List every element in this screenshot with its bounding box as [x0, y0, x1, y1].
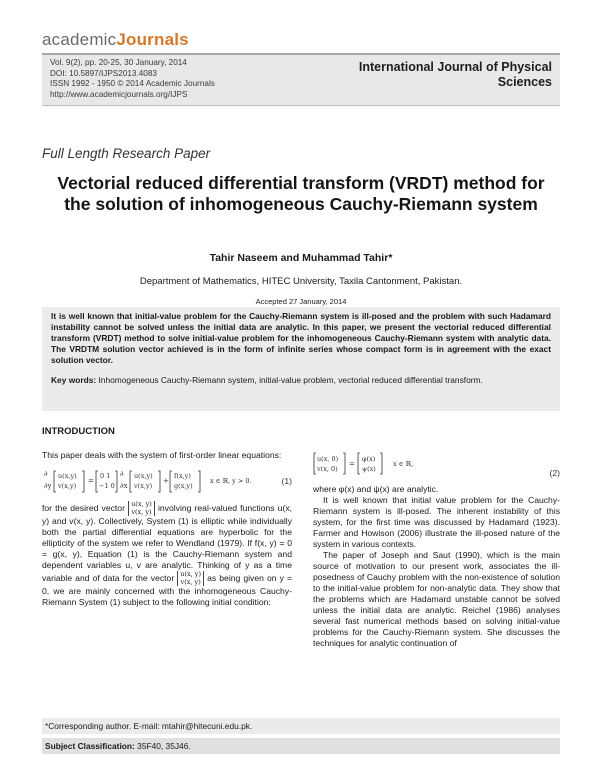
equation-1-graphic	[42, 466, 252, 496]
svg-text:u(x, 0): u(x, 0)	[317, 455, 339, 463]
vector-uv-1: u(x, y) v(x, y)	[128, 501, 155, 516]
svg-text:0 1: 0 1	[100, 472, 111, 480]
paper-authors: Tahir Naseem and Muhammad Tahir*	[209, 252, 393, 264]
intro-paragraph-2a: for the desired vector	[42, 502, 125, 513]
journal-name: International Journal of Physical Sciences	[358, 60, 552, 89]
corresponding-author-box	[42, 718, 560, 734]
svg-text:=: =	[349, 460, 355, 468]
intro-paragraph-1: This paper deals with the system of first-order linear equations:	[42, 450, 282, 460]
keywords-text: Inhomogeneous Cauchy-Riemann system, initial-value problem, vectorial reduced differential transform.	[98, 375, 483, 385]
svg-text:+: +	[163, 477, 169, 485]
equation-2-number: (2)	[549, 468, 560, 478]
svg-text:x ∈ ℝ,: x ∈ ℝ,	[393, 460, 414, 468]
svg-text:g(x,y): g(x,y)	[174, 482, 193, 490]
svg-text:∂y: ∂y	[44, 482, 52, 490]
paper-title: Vectorial reduced differential transform (VRDT) method for the solution of inhomogeneous Cauchy-Riemann system	[57, 173, 545, 214]
svg-text:u(x,y): u(x,y)	[58, 472, 77, 480]
svg-text:v(x, 0): v(x, 0)	[317, 465, 338, 473]
logo-journals: Journals	[116, 30, 189, 49]
volume-line: Vol. 9(2), pp. 20-25, 30 January, 2014	[50, 58, 187, 67]
intro-paragraph-2b: involving real-valued functions u(x, y) and v(x, y). Collectively, System (1) is elliptic while individually both the partial differential equations are hyperbolic for the ellipticity of the system we refer to Wendland (1979). If f(x, y) = 0 = g(x, y), Equation (1) is the Cauchy-Riemann system and dependent variables u, v are analytic. Thinking of y as a time variable and of data for the vector	[42, 502, 293, 583]
subject-classification	[45, 741, 191, 751]
journal-url-link[interactable]: http://www.academicjournals.org/IJPS	[50, 89, 188, 99]
svg-text:∂: ∂	[120, 470, 124, 478]
svg-text:u(x,y): u(x,y)	[134, 472, 153, 480]
keywords	[51, 375, 551, 386]
svg-text:v(x,y): v(x,y)	[134, 482, 153, 490]
svg-text:x ∈ ℝ, y > 0.: x ∈ ℝ, y > 0.	[210, 477, 252, 485]
vector-uv-2: u(x, y) v(x, y)	[177, 571, 204, 586]
journal-header-box	[42, 53, 560, 106]
left-column	[42, 450, 292, 608]
accepted-date: Accepted 27 January, 2014	[255, 297, 347, 306]
subject-codes: 35F40, 35J46.	[137, 741, 191, 751]
logo-academic: academic	[42, 30, 117, 49]
paper-category: Full Length Research Paper	[42, 146, 211, 161]
right-paragraph-2: It is well known that initial value problem for the Cauchy-Riemann system is ill-posed. The inherent instability of this system, for the first time was discussed by Hadamard (1923). Farmer and Howison (2006) illustrate the ill-posed nature of the system in various contexts.	[313, 495, 560, 549]
right-paragraph-1: where φ(x) and ψ(x) are analytic.	[313, 484, 439, 494]
equation-1	[42, 466, 292, 496]
doi-line: DOI: 10.5897/IJPS2013.4083	[50, 68, 157, 78]
right-paragraph-3: The paper of Joseph and Saut (1990), which is the main source of motivation to our present work, associates the ill-posedness of Cauchy problem with the non-existence of solution to the initial-value problem for non-analytic data. They show that the problems which are Hadamard unstable cannot be solved unless the initial data are analytic. Reichel (1986) analyses several fast numerical methods based on solving initial-value problems for the Cauchy-Riemann system. She discusses the techniques for analytic continuation of	[313, 550, 560, 648]
issn-line: ISSN 1992 - 1950 © 2014 Academic Journals	[50, 79, 215, 88]
abstract-text: It is well known that initial-value problem for the Cauchy-Riemann system is ill-posed and the problem with such Hadamard instability cannot be solved unless the initial data are analytic. In this paper, we present the vectorial reduced differential transform (VRDT) method to solve initial-value problem for the inhomogeneous Cauchy-Riemann system with analytic data. The VRDTM solution vector achieved is in the form of infinite series whose compact form is in agreement with the exact solution vector.	[51, 311, 551, 365]
keywords-label: Key words:	[51, 375, 97, 385]
intro-paragraph-2c: as being given on y = 0, we are mainly concerned with the inhomogeneous Cauchy-Riemann System (1) subject to the following initial condition:	[42, 572, 293, 607]
equation-1-number: (1)	[281, 476, 292, 486]
abstract-box	[42, 307, 560, 411]
subject-label: Subject Classification:	[45, 741, 135, 751]
journal-logo	[42, 30, 189, 50]
svg-text:φ(x): φ(x)	[362, 455, 376, 463]
intro-paragraph-2	[42, 501, 292, 608]
svg-text:ψ(x): ψ(x)	[362, 465, 376, 473]
equation-2-graphic	[313, 450, 513, 478]
svg-text:∂: ∂	[44, 470, 48, 478]
svg-text:−1 0: −1 0	[99, 482, 115, 490]
author-affiliation: Department of Mathematics, HITEC University, Taxila Cantonment, Pakistan.	[139, 276, 463, 287]
svg-text:∂x: ∂x	[120, 482, 128, 490]
journal-meta	[50, 58, 215, 100]
svg-text:f(x,y): f(x,y)	[174, 472, 191, 480]
section-heading-introduction: INTRODUCTION	[42, 426, 115, 437]
equation-2	[313, 450, 560, 478]
svg-text:v(x,y): v(x,y)	[58, 482, 77, 490]
svg-text:=: =	[88, 477, 94, 485]
corresponding-author: *Corresponding author. E-mail: mtahir@hitecuni.edu.pk.	[45, 721, 253, 731]
subject-classification-box	[42, 738, 560, 754]
right-column	[313, 450, 560, 649]
